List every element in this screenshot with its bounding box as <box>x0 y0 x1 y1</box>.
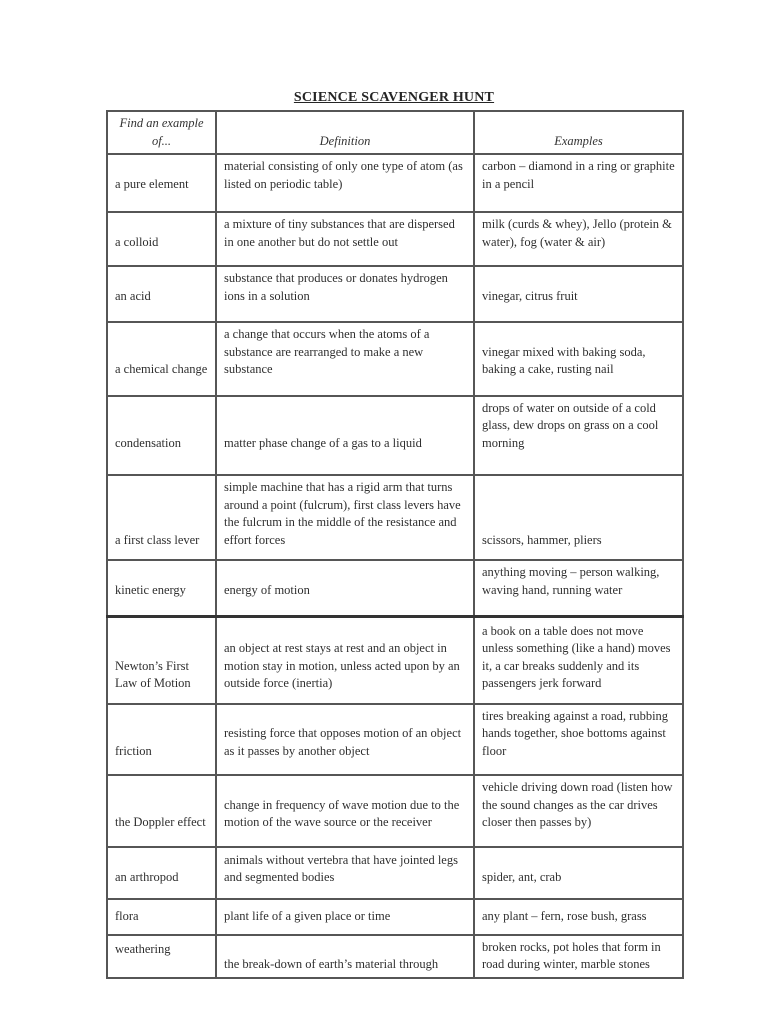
cell-definition: animals without vertebra that have jointed legs and segmented bodies <box>216 847 474 899</box>
cell-item: a first class lever <box>107 475 216 560</box>
cell-item: an arthropod <box>107 847 216 899</box>
cell-item: friction <box>107 704 216 776</box>
table-row <box>107 775 683 847</box>
cell-definition: resisting force that opposes motion of an object as it passes by another object <box>216 704 474 776</box>
cell-definition: a change that occurs when the atoms of a substance are rearranged to make a new substance <box>216 322 474 396</box>
cell-definition: a mixture of tiny substances that are dispersed in one another but do not settle out <box>216 212 474 266</box>
table-row <box>107 266 683 322</box>
cell-examples: broken rocks, pot holes that form in road during winter, marble stones <box>474 935 683 978</box>
cell-examples: spider, ant, crab <box>474 847 683 899</box>
cell-examples: tires breaking against a road, rubbing hands together, shoe bottoms against floor <box>474 704 683 776</box>
table-header-row <box>107 111 683 154</box>
cell-definition: plant life of a given place or time <box>216 899 474 935</box>
cell-item: condensation <box>107 396 216 476</box>
table-row <box>107 899 683 935</box>
table-row <box>107 935 683 978</box>
cell-examples: milk (curds & whey), Jello (protein & water), fog (water & air) <box>474 212 683 266</box>
table-row <box>107 212 683 266</box>
cell-definition: simple machine that has a rigid arm that turns around a point (fulcrum), first class levers have the fulcrum in the middle of the resistance and effort forces <box>216 475 474 560</box>
page-title: SCIENCE SCAVENGER HUNT <box>293 90 495 105</box>
column-header-definition: Definition <box>216 111 474 154</box>
column-header-find-an-example: Find an example of... <box>107 111 216 154</box>
cell-definition: material consisting of only one type of atom (as listed on periodic table) <box>216 154 474 212</box>
table-row <box>107 847 683 899</box>
cell-item: a chemical change <box>107 322 216 396</box>
cell-item: kinetic energy <box>107 560 216 617</box>
cell-examples: vehicle driving down road (listen how the sound changes as the car drives closer then passes by) <box>474 775 683 847</box>
cell-item: the Doppler effect <box>107 775 216 847</box>
cell-definition: the break-down of earth’s material through <box>216 935 474 978</box>
cell-definition: energy of motion <box>216 560 474 617</box>
cell-definition: an object at rest stays at rest and an object in motion stay in motion, unless acted upon by an outside force (inertia) <box>216 617 474 704</box>
cell-item: a pure element <box>107 154 216 212</box>
cell-examples: scissors, hammer, pliers <box>474 475 683 560</box>
cell-examples: vinegar, citrus fruit <box>474 266 683 322</box>
cell-item: flora <box>107 899 216 935</box>
cell-examples: anything moving – person walking, waving hand, running water <box>474 560 683 617</box>
cell-examples: any plant – fern, rose bush, grass <box>474 899 683 935</box>
table-row <box>107 704 683 776</box>
table-body <box>107 154 683 978</box>
table-row <box>107 560 683 617</box>
cell-examples: vinegar mixed with baking soda, baking a cake, rusting nail <box>474 322 683 396</box>
cell-definition: change in frequency of wave motion due to the motion of the wave source or the receiver <box>216 775 474 847</box>
cell-examples: drops of water on outside of a cold glass, dew drops on grass on a cool morning <box>474 396 683 476</box>
cell-item: weathering <box>107 935 216 978</box>
table-row <box>107 475 683 560</box>
table-row <box>107 396 683 476</box>
table-row <box>107 617 683 704</box>
cell-examples: a book on a table does not move unless something (like a hand) moves it, a car breaks suddenly and its passengers jerk forward <box>474 617 683 704</box>
cell-item: a colloid <box>107 212 216 266</box>
table-row <box>107 322 683 396</box>
cell-definition: matter phase change of a gas to a liquid <box>216 396 474 476</box>
table-row <box>107 154 683 212</box>
cell-item: Newton’s First Law of Motion <box>107 617 216 704</box>
scavenger-hunt-table <box>106 110 684 979</box>
cell-examples: carbon – diamond in a ring or graphite in a pencil <box>474 154 683 212</box>
column-header-examples: Examples <box>474 111 683 154</box>
cell-item: an acid <box>107 266 216 322</box>
cell-definition: substance that produces or donates hydrogen ions in a solution <box>216 266 474 322</box>
